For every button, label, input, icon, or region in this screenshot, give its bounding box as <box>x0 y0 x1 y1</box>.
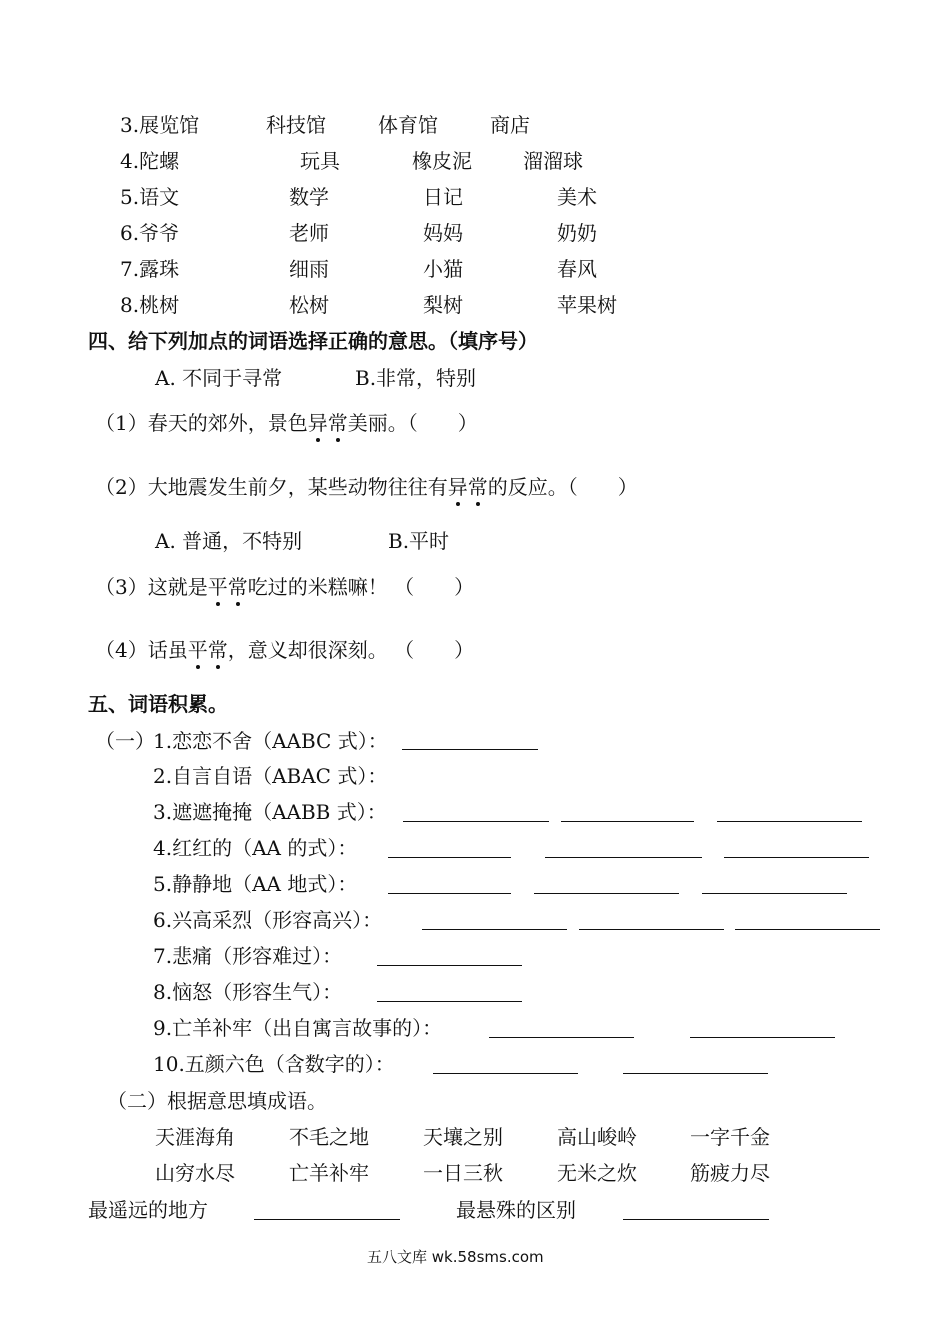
idiom: 一日三秋 <box>423 1161 503 1185</box>
answer-blank[interactable] <box>402 749 538 750</box>
section4-title: 四、给下列加点的词语选择正确的意思。（填序号） <box>88 329 538 353</box>
answer-blank[interactable] <box>623 1073 768 1074</box>
answer-blank[interactable] <box>254 1219 400 1220</box>
answer-blank[interactable] <box>489 1037 634 1038</box>
word: 日记 <box>423 185 463 209</box>
idiom: 筋疲力尽 <box>690 1161 770 1185</box>
idiom: 高山峻岭 <box>557 1125 637 1149</box>
question-2: （2）大地震发生前夕，某些动物往往有异常的反应。（ ） <box>95 475 638 499</box>
item-2: 2.自言自语（ABAC 式）： <box>153 764 388 788</box>
option-b: B.非常，特别 <box>355 366 477 390</box>
answer-blank[interactable] <box>422 929 567 930</box>
idiom: 亡羊补牢 <box>289 1161 369 1185</box>
answer-blank[interactable] <box>377 1001 522 1002</box>
word: 橡皮泥 <box>412 149 472 173</box>
word: 松树 <box>289 293 329 317</box>
answer-blank[interactable] <box>702 893 847 894</box>
item-9: 9.亡羊补牢（出自寓言故事的）： <box>153 1016 443 1040</box>
word: 妈妈 <box>423 221 463 245</box>
answer-blank[interactable] <box>545 857 702 858</box>
word: 科技馆 <box>266 113 326 137</box>
item-10: 10.五颜六色（含数字的）： <box>153 1052 395 1076</box>
idiom: 无米之炊 <box>557 1161 637 1185</box>
idiom: 山穷水尽 <box>155 1161 235 1185</box>
question-4: （4）话虽平常，意义却很深刻。 （ ） <box>95 638 475 662</box>
item-8: 8.恼怒（形容生气）： <box>153 980 343 1004</box>
answer-blank[interactable] <box>579 929 724 930</box>
word: 美术 <box>557 185 597 209</box>
part1-prefix: （一） <box>95 729 155 753</box>
word: 春风 <box>557 257 597 281</box>
answer-blank[interactable] <box>534 893 679 894</box>
word: 溜溜球 <box>523 149 583 173</box>
answer-blank[interactable] <box>377 965 522 966</box>
item-5: 5.静静地（AA 地式）： <box>153 872 358 896</box>
word: 3.展览馆 <box>120 113 200 137</box>
footer-watermark: 五八文库 wk.58sms.com <box>367 1248 544 1266</box>
word: 玩具 <box>300 149 340 173</box>
answer-blank[interactable] <box>561 821 694 822</box>
section5-title: 五、词语积累。 <box>88 692 228 716</box>
question-1: （1）春天的郊外，景色异常美丽。（ ） <box>95 411 478 435</box>
answer-blank[interactable] <box>724 857 869 858</box>
answer-blank[interactable] <box>735 929 880 930</box>
answer-blank[interactable] <box>717 821 862 822</box>
word: 7.露珠 <box>120 257 180 281</box>
answer-blank[interactable] <box>388 893 511 894</box>
meaning-1: 最遥远的地方 <box>88 1198 208 1222</box>
word: 细雨 <box>289 257 329 281</box>
answer-blank[interactable] <box>388 857 511 858</box>
item-6: 6.兴高采烈（形容高兴）： <box>153 908 383 932</box>
word: 8.桃树 <box>120 293 180 317</box>
word: 梨树 <box>423 293 463 317</box>
word: 苹果树 <box>557 293 617 317</box>
item-7: 7.悲痛（形容难过）： <box>153 944 343 968</box>
meaning-2: 最悬殊的区别 <box>456 1198 576 1222</box>
word: 4.陀螺 <box>120 149 180 173</box>
idiom: 天涯海角 <box>155 1125 235 1149</box>
item-1: 1.恋恋不舍（AABC 式）： <box>153 729 388 753</box>
idiom: 不毛之地 <box>289 1125 369 1149</box>
answer-blank[interactable] <box>623 1219 769 1220</box>
word: 数学 <box>289 185 329 209</box>
answer-blank[interactable] <box>433 1073 578 1074</box>
question-3: （3）这就是平常吃过的米糕嘛！ （ ） <box>95 575 475 599</box>
word: 奶奶 <box>557 221 597 245</box>
idiom: 一字千金 <box>690 1125 770 1149</box>
word: 小猫 <box>423 257 463 281</box>
part2-title: （二）根据意思填成语。 <box>107 1089 327 1113</box>
option-a: A. 不同于寻常 <box>155 366 283 390</box>
word: 商店 <box>490 113 530 137</box>
word: 体育馆 <box>378 113 438 137</box>
item-4: 4.红红的（AA 的式）： <box>153 836 358 860</box>
option-b: B.平时 <box>388 529 450 553</box>
idiom: 天壤之别 <box>423 1125 503 1149</box>
answer-blank[interactable] <box>403 821 549 822</box>
item-3: 3.遮遮掩掩（AABB 式）： <box>153 800 387 824</box>
word: 6.爷爷 <box>120 221 180 245</box>
word: 5.语文 <box>120 185 180 209</box>
word: 老师 <box>289 221 329 245</box>
option-a: A. 普通，不特别 <box>155 529 303 553</box>
answer-blank[interactable] <box>690 1037 835 1038</box>
